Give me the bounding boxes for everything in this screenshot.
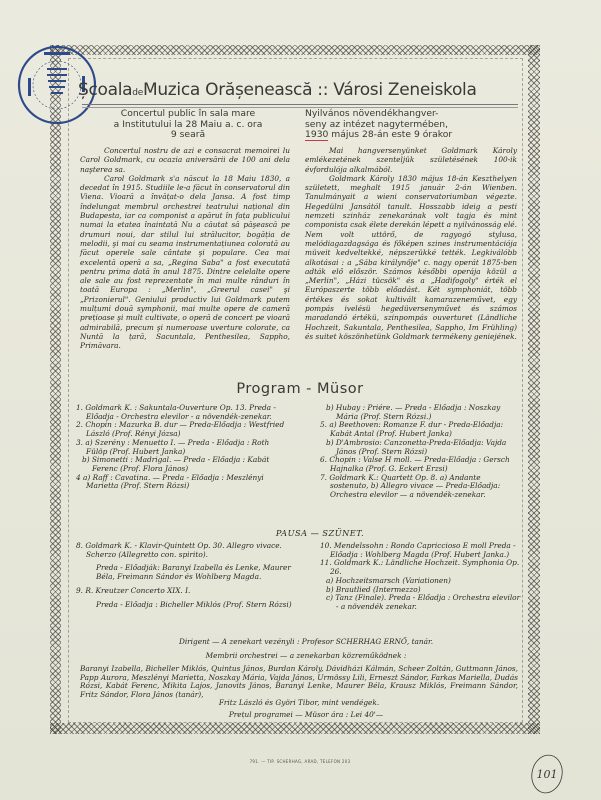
program-item: 11. Goldmark K.: Ländliche Hochzeit. Symphonia Op. 26.: [320, 558, 520, 577]
text-column-hu: [305, 146, 517, 341]
program-list-left-2: [72, 542, 292, 609]
ornamental-border-top: [50, 45, 540, 55]
title-hu: Városi Zeneiskola: [333, 80, 477, 100]
program-item: b) Simonetti : Madrigal. — Preda - Előadja : Kabát Ferenc (Prof. Flora János): [82, 455, 270, 473]
paragraph: Mai hangversenyünket Goldmark Károly emlékezetének szenteljük születésének 100-ik évfordulója alkalmából.: [305, 146, 517, 174]
program-list-left: [72, 404, 292, 491]
intro-hu-line: seny az intézet nagytermében,: [305, 118, 449, 130]
title-ro-de: de: [132, 88, 143, 98]
orchestra-members: [80, 665, 518, 708]
title-separator: ::: [317, 80, 329, 100]
ornamental-border-bottom: [50, 723, 540, 734]
program-item: 2. Chopin : Mazurka B. dur — Preda-Előadja : Westfried László (Prof. Rényi Józsa): [76, 420, 285, 439]
paragraph: Carol Goldmark s'a născut la 18 Maiu 1830, a decedat în 1915. Studiile le-a făcut în conservatorul din Viena. Vioară a învățat-o dela Jansa. A fost timp îndelungat membrul orchestrei teatrului național din Budapesta, iar ca componist a apărut în fața publicului numai la etatea înaintată Nu a căutat să păşească pe drumuri noui, dar stilul lui strălucitor, bogăția de melodii, şi mai cu seama instrumentațiunea colorată au făcut operele sale cântate şi populare. Cea mai excelentă operă a sa, „Regina Saba" a fost executată pentru prima dată în anul 1875. Dintre celelalte opere ale sale au fost reprezentate în mai multe rânduri în toată Europa : „Merlin", „Greerul casei" şi „Prizonierul". Geniului productiv lui Goldmark putem mulțumi două symphonii, mai multe opere de cameră prețioase şi mult cultivate, o operă de concert pe vioară admirabilă, precum şi numeroase uverture colorate, ca Nuntă la țară, Sacuntala, Penthesilea, Sappho, Primăvara.: [80, 173, 290, 351]
program-item: 8. Goldmark K. - Klavir-Quintett Op. 30. Allegro vivace. Scherzo (Allegretto con. spirito).: [76, 541, 282, 559]
title-ro-muzica: Muzica Orășenească: [142, 80, 313, 100]
intro-hu-line3-rest: május 28-án este 9 órakor: [328, 129, 453, 140]
ornamental-border-right: [528, 45, 540, 734]
program-item: 4 a) Raff : Cavatina. — Preda - Előadja : Meszlényi Marietta (Prof. Stern Rózsi): [76, 472, 264, 491]
members-list: Baranyi Izabella, Bicheller Miklós, Quintus János, Burdan Károly, Dávidházi Kálmán, Scheer Zoltán, Guttmann János, Papp Aurora, Meszlényi Marietta, Noszkay Mária, Vajda János, Urmössy Lili, Erneszt Sándor, Farkas Mariella, Dudás Rózsi, Kabát Ferenc, Mikita Lajos, Janovits János, Baranyi Lenke, Maurer Béla, Krausz Miklós, Freimann Sándor, Fritz Sándor, Flora János (tanár),: [80, 664, 518, 699]
program-performers: Preda - Előadja : Bicheller Miklós (Prof. Stern Rózsi): [96, 599, 292, 609]
program-item: 1. Goldmark K. : Sakuntala-Ouverture Op. 13. Preda - Előadja - Orchestra elevilor - a növendék-zenekar.: [76, 403, 276, 421]
guests-line: Fritz László és Györi Tibor, mint vendégek.: [218, 698, 380, 707]
program-list-right: [316, 404, 521, 500]
program-item: 6. Chopin : Valse H moll. — Preda-Előadja : Gersch Hajnalka (Prof. G. Eckert Erzsi): [320, 455, 510, 473]
program-list-right-2: [316, 542, 521, 612]
program-subitem: a) Hochzeitsmarsch (Variationen): [326, 575, 451, 585]
conductor-line: Dirigent — A zenekart vezényli : Profesor SCHERHAG ERNŐ, tanár.: [178, 637, 434, 646]
intro-ro: [88, 109, 288, 141]
program-subitem: c) Tanz (Finale). Preda - Előadja : Orchestra elevilor - a növendék zenekar.: [326, 593, 521, 611]
title-ro-scoala: Școala: [78, 80, 133, 100]
underlined-year: 1930: [305, 129, 329, 140]
printer-footer: 791. — TIP. SCHERHAG, ARAD, TELEFON 203: [249, 759, 351, 764]
intro-hu-line3: [305, 130, 505, 141]
paragraph: Concertul nostru de azi e consacrat memoirei lu Carol Goldmark, cu ocazia aniversării de 100 ani dela naşterea sa.: [80, 146, 290, 174]
text-column-ro: [80, 146, 290, 351]
intro-ro-line: a Institutului la 28 Maiu a. c. ora: [113, 118, 263, 130]
program-item: b) D'Ambrosio: Canzonetta-Preda-Előadja: Vajda János (Prof. Stern Rózsi): [326, 437, 507, 456]
program-item: 10. Mendelssohn : Rondo Capriccioso E moll Preda - Előadja : Wohlberg Magda (Prof. Hubert Janka.): [320, 541, 516, 559]
ornamental-border-left: [50, 45, 61, 734]
intro-ro-line: Concertul public în sala mare: [120, 108, 256, 119]
intro-hu-line: Nyilvános növendékhangver-: [305, 108, 439, 119]
members-title: Membrii orchestrei — a zenekarban közreműködnek :: [205, 651, 407, 660]
program-item: 3. a) Szerény : Menuetto I. — Preda - Előadja : Roth Fülöp (Prof. Hubert Janka): [76, 437, 270, 456]
paragraph: Goldmark Károly 1830 május 18-án Keszthelyen született, meghalt 1915 január 2-án Wienben. Tanulmányait a wieni conservatoriumban végezte. Hegedülni Jansától tanult. Hosszabb ideig a pesti nemzeti szinház zenekarának volt tagja és mint componista csak élete derekán lépett a nyilvánosság elé. Nem volt uttörő, de ragyogó stylusa, melódiagazdagsága és főképen szines instrumentációja müveit kedveltekké, népszerükké tették. Legkiválóbb alkotásai : a „Sába királynője" c. nagy operát 1875-ben adták elő először. Számos későbbi operája közül a „Merlin", „Házi tücsök" és a „Hadifogoly" érték el Európaszerte több előadást. Két symphoniát, több értékes és sokat kultivált kamarazeneművet, egy pompás ivelésü hegedüversenyművet és számos maradandó értékü, szinpompás ouverturet (Ländliche Hochzeit, Sakuntala, Penthesilea, Sappho, Im Frühling) és suitet köszönhetünk Goldmark termékeny geniejének.: [305, 173, 517, 341]
intro-hu: [305, 109, 505, 141]
price-line: Prețul programei — Müsor ára : Lei 40'—: [228, 710, 384, 719]
program-title: Program - Müsor: [236, 381, 364, 397]
program-item: 7. Goldmark K.: Quartett Op. 8. a) Andante sostenuto, b) Allegro vivace — Preda-Előadja: Orchestra elevilor — a növendék-zenekar.: [320, 472, 501, 500]
program-item: 5. a) Beethoven: Romanze F. dur - Preda-Előadja: Kabát Antal (Prof. Hubert Janka): [320, 420, 504, 439]
program-item: 9. R. Kreutzer Concerto XIX. I.: [76, 585, 191, 595]
program-subitem: b) Brautlied (Intermezzo): [326, 584, 421, 594]
page-title: [78, 80, 518, 100]
program-item: b) Hubay : Priére. — Preda - Előadja : Noszkay Mária (Prof. Stern Rózsi.): [326, 403, 501, 421]
page-number-text: 101: [536, 768, 558, 781]
handwritten-page-number: [528, 752, 566, 794]
intro-ro-line: 9 seară: [170, 129, 206, 140]
program-performers: Preda - Előadják: Baranyi Izabella és Lenke, Maurer Béla, Freimann Sándor és Wohlberg Magda.: [96, 563, 291, 582]
pause-label: PAUSA — SZÜNET.: [275, 528, 365, 538]
